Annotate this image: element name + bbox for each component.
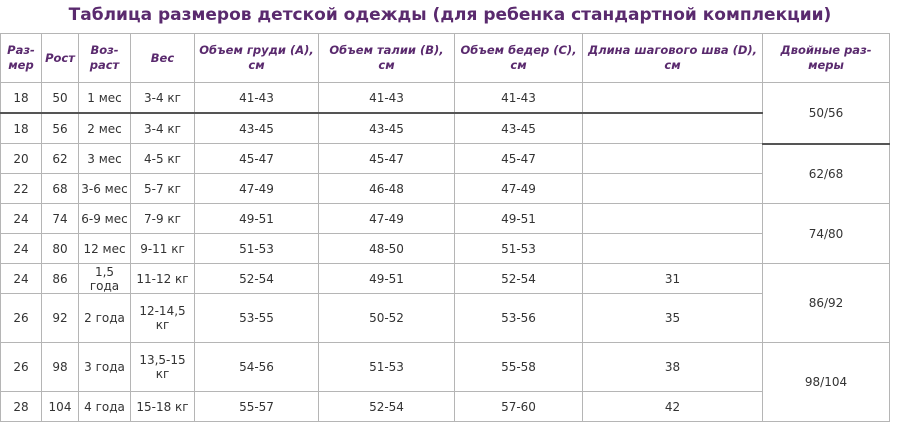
table-row xyxy=(1,264,890,294)
cell-chest: 43-45 xyxy=(195,113,319,144)
cell-height: 68 xyxy=(42,174,79,204)
cell-weight: 4-5 кг xyxy=(131,144,195,174)
cell-weight: 9-11 кг xyxy=(131,234,195,264)
cell-hips: 51-53 xyxy=(455,234,583,264)
cell-hips: 53-56 xyxy=(455,294,583,343)
cell-age: 3-6 мес xyxy=(79,174,131,204)
cell-height: 74 xyxy=(42,204,79,234)
cell-double-size: 50/56 xyxy=(763,83,890,144)
cell-weight: 11-12 кг xyxy=(131,264,195,294)
cell-height: 50 xyxy=(42,83,79,114)
header-size: Раз-мер xyxy=(1,34,42,83)
table-row xyxy=(1,204,890,234)
header-hips: Объем бедер (C), см xyxy=(455,34,583,83)
cell-age: 3 года xyxy=(79,343,131,392)
cell-size: 26 xyxy=(1,343,42,392)
cell-weight: 3-4 кг xyxy=(131,83,195,114)
cell-inseam xyxy=(583,113,763,144)
table-row xyxy=(1,174,890,204)
cell-chest: 41-43 xyxy=(195,83,319,114)
cell-chest: 49-51 xyxy=(195,204,319,234)
size-table xyxy=(0,33,890,422)
cell-weight: 12-14,5 кг xyxy=(131,294,195,343)
table-row xyxy=(1,343,890,392)
cell-waist: 45-47 xyxy=(319,144,455,174)
cell-waist: 49-51 xyxy=(319,264,455,294)
cell-inseam xyxy=(583,144,763,174)
cell-size: 24 xyxy=(1,234,42,264)
cell-size: 22 xyxy=(1,174,42,204)
cell-chest: 53-55 xyxy=(195,294,319,343)
cell-size: 18 xyxy=(1,83,42,114)
header-weight: Вес xyxy=(131,34,195,83)
cell-hips: 57-60 xyxy=(455,392,583,422)
header-double-sizes: Двойные раз-меры xyxy=(763,34,890,83)
cell-chest: 52-54 xyxy=(195,264,319,294)
cell-inseam xyxy=(583,234,763,264)
cell-waist: 43-45 xyxy=(319,113,455,144)
cell-chest: 51-53 xyxy=(195,234,319,264)
cell-age: 1 мес xyxy=(79,83,131,114)
header-inseam: Длина шагового шва (D), см xyxy=(583,34,763,83)
cell-inseam: 38 xyxy=(583,343,763,392)
table-row xyxy=(1,144,890,174)
cell-inseam: 42 xyxy=(583,392,763,422)
cell-height: 80 xyxy=(42,234,79,264)
cell-hips: 43-45 xyxy=(455,113,583,144)
cell-age: 3 мес xyxy=(79,144,131,174)
cell-hips: 47-49 xyxy=(455,174,583,204)
cell-weight: 13,5-15 кг xyxy=(131,343,195,392)
cell-age: 6-9 мес xyxy=(79,204,131,234)
header-chest: Объем груди (A), см xyxy=(195,34,319,83)
cell-double-size: 62/68 xyxy=(763,144,890,204)
cell-size: 24 xyxy=(1,204,42,234)
header-height: Рост xyxy=(42,34,79,83)
cell-size: 28 xyxy=(1,392,42,422)
cell-age: 4 года xyxy=(79,392,131,422)
cell-size: 18 xyxy=(1,113,42,144)
cell-size: 20 xyxy=(1,144,42,174)
cell-chest: 47-49 xyxy=(195,174,319,204)
cell-waist: 52-54 xyxy=(319,392,455,422)
cell-hips: 49-51 xyxy=(455,204,583,234)
cell-waist: 46-48 xyxy=(319,174,455,204)
cell-chest: 54-56 xyxy=(195,343,319,392)
cell-inseam xyxy=(583,174,763,204)
cell-double-size: 86/92 xyxy=(763,264,890,343)
table-row xyxy=(1,113,890,144)
cell-age: 2 года xyxy=(79,294,131,343)
cell-inseam xyxy=(583,83,763,114)
cell-double-size: 98/104 xyxy=(763,343,890,422)
cell-double-size: 74/80 xyxy=(763,204,890,264)
cell-weight: 3-4 кг xyxy=(131,113,195,144)
cell-size: 24 xyxy=(1,264,42,294)
table-row xyxy=(1,392,890,422)
cell-waist: 48-50 xyxy=(319,234,455,264)
cell-waist: 41-43 xyxy=(319,83,455,114)
cell-hips: 45-47 xyxy=(455,144,583,174)
cell-size: 26 xyxy=(1,294,42,343)
cell-hips: 55-58 xyxy=(455,343,583,392)
cell-inseam xyxy=(583,204,763,234)
cell-hips: 41-43 xyxy=(455,83,583,114)
table-row xyxy=(1,234,890,264)
cell-age: 2 мес xyxy=(79,113,131,144)
header-row xyxy=(1,34,890,83)
cell-height: 62 xyxy=(42,144,79,174)
header-age: Воз-раст xyxy=(79,34,131,83)
cell-chest: 55-57 xyxy=(195,392,319,422)
cell-waist: 51-53 xyxy=(319,343,455,392)
cell-waist: 50-52 xyxy=(319,294,455,343)
cell-height: 92 xyxy=(42,294,79,343)
cell-inseam: 31 xyxy=(583,264,763,294)
cell-height: 104 xyxy=(42,392,79,422)
cell-waist: 47-49 xyxy=(319,204,455,234)
cell-weight: 15-18 кг xyxy=(131,392,195,422)
cell-weight: 5-7 кг xyxy=(131,174,195,204)
cell-chest: 45-47 xyxy=(195,144,319,174)
cell-weight: 7-9 кг xyxy=(131,204,195,234)
cell-hips: 52-54 xyxy=(455,264,583,294)
cell-height: 56 xyxy=(42,113,79,144)
page-title: Таблица размеров детской одежды (для ребенка стандартной комплекции) xyxy=(68,5,832,25)
header-waist: Объем талии (B), см xyxy=(319,34,455,83)
cell-inseam: 35 xyxy=(583,294,763,343)
cell-age: 1,5 года xyxy=(79,264,131,294)
cell-age: 12 мес xyxy=(79,234,131,264)
table-row xyxy=(1,83,890,114)
table-row xyxy=(1,294,890,343)
cell-height: 86 xyxy=(42,264,79,294)
cell-height: 98 xyxy=(42,343,79,392)
